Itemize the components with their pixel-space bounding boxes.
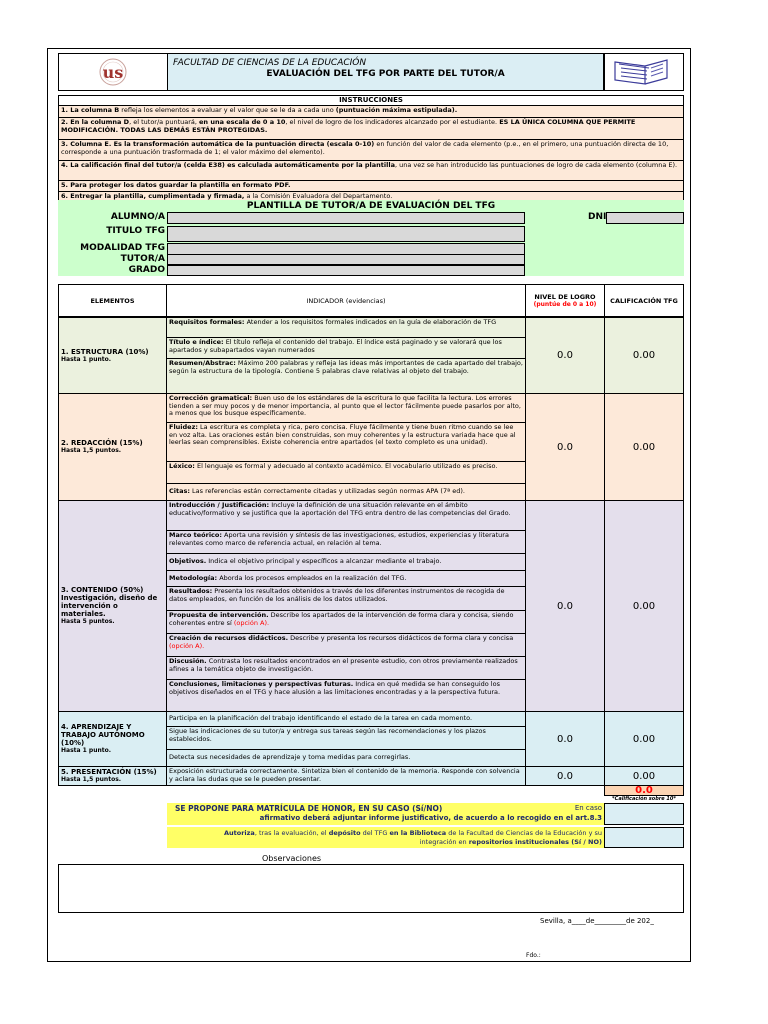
tutor-label: TUTOR/A xyxy=(120,254,165,264)
indicator: Detecta sus necesidades de aprendizaje y toma medidas para corregirlas. xyxy=(166,749,526,767)
alumno-label: ALUMNO/A xyxy=(110,212,165,222)
instruction-item: 3. Columna E. Es la transformación automática de la puntuación directa (escala 0-10) en función del valor de cada elemento (p.e., en el primero, una puntuación directa de 10, corresponde a una puntuación trasformada de 1; el valor máximo del elemento). xyxy=(58,140,684,161)
indicator: Sigue las indicaciones de su tutor/a y entrega sus tareas según las recomendaciones y los plazos establecidos. xyxy=(166,726,526,750)
indicator: Creación de recursos didácticos. Describe y presenta los recursos didácticos de forma clara y concisa (opción A). xyxy=(166,633,526,657)
observaciones-label: Observaciones xyxy=(262,854,322,863)
indicator: Marco teórico: Aporta una revisión y síntesis de las investigaciones, estudios, experiencias y literatura relevantes como marco de referencia actual, en relación al tema. xyxy=(166,530,526,554)
section-name: 5. PRESENTACIÓN (15%) xyxy=(61,768,157,776)
titulo-label: TITULO TFG xyxy=(106,226,165,236)
signature-label: Fdo.: xyxy=(526,952,541,959)
dni-field[interactable] xyxy=(606,212,684,224)
calificacion-value: 0.00 xyxy=(604,317,684,394)
nivel-input[interactable]: 0.0 xyxy=(525,393,605,501)
header-nivel-label: NIVEL DE LOGRO xyxy=(534,293,596,301)
date-line: Sevilla, a____de_________de 202_ xyxy=(540,917,654,925)
indicator: Introducción / Justificación: Incluye la definición de una situación relevante en el ámbito educativo/formativo y se justifica que la aportación del TFG entra dentro de las competencias del Grado. xyxy=(166,500,526,531)
indicator: Fluidez: La escritura es completa y rica, pero concisa. Fluye fácilmente y tiene buen ritmo cuando se lee en voz alta. Las oraciones están bien construidas, son muy coherentes y la estructura variada hace que al leerlas sean comprensibles. Existe coherencia entre apartados (el texto completo es una unidad). xyxy=(166,422,526,462)
section-note: Hasta 1,5 puntos. xyxy=(61,776,122,783)
section-redaccion xyxy=(58,393,167,501)
section-name: 3. CONTENIDO (50%) Investigación, diseño de intervención o materiales. xyxy=(61,586,158,618)
tutor-field[interactable] xyxy=(167,254,525,265)
nivel-input[interactable]: 0.0 xyxy=(525,317,605,394)
section-name: 2. REDACCIÓN (15%) xyxy=(61,439,143,447)
svg-text:us: us xyxy=(102,63,124,82)
indicator: Corrección gramatical: Buen uso de los estándares de la escritura lo que facilita la lectura. Los errores tienden a ser muy pocos y de menor importancia, al punto que el lector fácilmente puede pasarlos por alto, a menos que los busque específicamente. xyxy=(166,393,526,423)
instruction-item: 4. La calificación final del tutor/a (celda E38) es calculada automáticamente por la plantilla, una vez se han introducido las puntuaciones de logro de cada elemento (columna E). xyxy=(58,161,684,181)
honor-line1: SE PROPONE PARA MATRÍCULA DE HONOR, EN SU CASO (Sí/NO) xyxy=(175,804,443,813)
calificacion-value: 0.00 xyxy=(604,500,684,712)
observaciones-field[interactable] xyxy=(58,864,684,913)
grado-field[interactable] xyxy=(167,265,525,276)
alumno-field[interactable] xyxy=(167,212,525,224)
section-name: 4. APRENDIZAJE Y TRABAJO AUTÓNOMO (10%) xyxy=(61,723,145,747)
total-note: *Calificación sobre 10* xyxy=(612,796,676,802)
instructions-block xyxy=(58,95,684,203)
indicator: Requisitos formales: Atender a los requisitos formales indicados en la guía de elaboración de TFG xyxy=(166,317,526,338)
instruction-item: 5. Para proteger los datos guardar la plantilla en formato PDF. xyxy=(58,181,684,192)
seal-icon xyxy=(59,54,167,90)
section-estructura xyxy=(58,317,167,394)
indicator: Objetivos. Indica el objetivo principal y específicos a alcanzar mediante el trabajo. xyxy=(166,553,526,571)
section-note: Hasta 5 puntos. xyxy=(61,618,115,625)
faculty-logo xyxy=(604,53,684,91)
header-nivel-sub: (puntúe de 0 a 10) xyxy=(533,301,597,308)
nivel-input[interactable]: 0.0 xyxy=(525,711,605,767)
indicator: Resumen/Abstrac: Máximo 200 palabras y refleja las ideas más importantes de cada apartado del trabajo, según la estructura de la tipología. Contiene 5 palabras clave relativas al objeto del trabajo. xyxy=(166,358,526,394)
university-logo xyxy=(58,53,168,91)
faculty-name: FACULTAD DE CIENCIAS DE LA EDUCACIÓN xyxy=(173,58,367,68)
titulo-field[interactable] xyxy=(167,226,525,242)
calificacion-value: 0.00 xyxy=(604,766,684,786)
indicator: Conclusiones, limitaciones y perspectivas futuras. Indica en qué medida se han conseguido los objetivos diseñados en el TFG y hace alusión a las limitaciones encontradas y a la perspectiva futura. xyxy=(166,679,526,712)
instructions-heading: INSTRUCCIONES xyxy=(58,95,684,106)
instruction-item: 2. En la columna D, el tutor/a puntuará, en una escala de 0 a 10, el nivel de logro de los indicadores alcanzado por el estudiante. ES LA ÚNICA COLUMNA QUE PERMITE MODIFICACIÓN. TODAS LAS DEMÁS ESTÁN PROTEGIDAS. xyxy=(58,118,684,140)
dni-label: DNI xyxy=(588,212,607,222)
grado-label: GRADO xyxy=(128,265,165,275)
honor-answer-field[interactable] xyxy=(604,803,684,825)
section-presentacion xyxy=(58,766,167,786)
document-title: EVALUACIÓN DEL TFG POR PARTE DEL TUTOR/A xyxy=(266,69,505,79)
total-score: 0.0 xyxy=(604,785,684,796)
template-title: PLANTILLA DE TUTOR/A DE EVALUACIÓN DEL TFG xyxy=(246,201,496,211)
instruction-item: 6. Entregar la plantilla, cumplimentada y firmada, a la Comisión Evaluadora del Departamento. xyxy=(58,192,684,203)
modalidad-label: MODALIDAD TFG xyxy=(80,243,165,253)
indicator: Propuesta de intervención. Describe los apartados de la intervención de forma clara y concisa, siendo coherentes entre sí (opción A). xyxy=(166,610,526,634)
indicator: Exposición estructurada correctamente. Sintetiza bien el contenido de la memoria. Responde con solvencia y aclara las dudas que se le pueden presentar. xyxy=(166,766,526,786)
authorization-answer-field[interactable] xyxy=(604,827,684,848)
header-calificacion: CALIFICACIÓN TFG xyxy=(604,284,684,317)
instruction-item: 1. La columna B refleja los elementos a evaluar y el valor que se le da a cada uno (puntuación máxima estipulada). xyxy=(58,106,684,118)
calificacion-value: 0.00 xyxy=(604,711,684,767)
section-name: 1. ESTRUCTURA (10%) xyxy=(61,347,149,356)
indicator: Metodología: Aborda los procesos empleados en la realización del TFG. xyxy=(166,570,526,587)
authorization-line2: integración en repositorios institucionales (Sí / NO) xyxy=(419,838,602,846)
indicator: Resultados: Presenta los resultados obtenidos a través de los diferentes instrumentos de recogida de datos empleados, en función de los análisis de los datos utilizados. xyxy=(166,586,526,611)
indicator: Discusión. Contrasta los resultados encontrados en el presente estudio, con otros previamente realizados afines a la temática objeto de investigación. xyxy=(166,656,526,680)
indicator: Léxico: El lenguaje es formal y adecuado al contexto académico. El vocabulario utilizado es preciso. xyxy=(166,461,526,484)
authorization-line1: Autoriza, tras la evaluación, el depósito del TFG en la Biblioteca de la Facultad de Ciencias de la Educación y su xyxy=(223,829,602,837)
authorization xyxy=(167,827,604,848)
section-aprendizaje xyxy=(58,711,167,767)
section-note: Hasta 1,5 puntos. xyxy=(61,447,122,454)
indicator: Título e índice: El título refleja el contenido del trabajo. El índice está paginado y se valorará que los apartados y subapartados vayan numerados xyxy=(166,337,526,359)
header-indicador: INDICADOR (evidencias) xyxy=(166,284,526,317)
section-note: Hasta 1 punto. xyxy=(61,355,112,363)
book-logo-icon xyxy=(605,54,683,90)
header-elementos: ELEMENTOS xyxy=(58,284,167,317)
indicator: Participa en la planificación del trabajo identificando el estado de la tarea en cada momento. xyxy=(166,711,526,727)
calificacion-value: 0.00 xyxy=(604,393,684,501)
header-nivel xyxy=(525,284,605,317)
honor-line2: afirmativo deberá adjuntar informe justificativo, de acuerdo a lo recogido en el art.8.3 xyxy=(259,814,602,822)
indicator: Citas: Las referencias están correctamente citadas y utilizadas según normas APA (7ª ed). xyxy=(166,483,526,501)
section-contenido xyxy=(58,500,167,712)
nivel-input[interactable]: 0.0 xyxy=(525,766,605,786)
nivel-input[interactable]: 0.0 xyxy=(525,500,605,712)
honor-line1b: En caso xyxy=(574,804,602,812)
honor-proposal xyxy=(167,803,604,825)
section-note: Hasta 1 punto. xyxy=(61,747,112,754)
